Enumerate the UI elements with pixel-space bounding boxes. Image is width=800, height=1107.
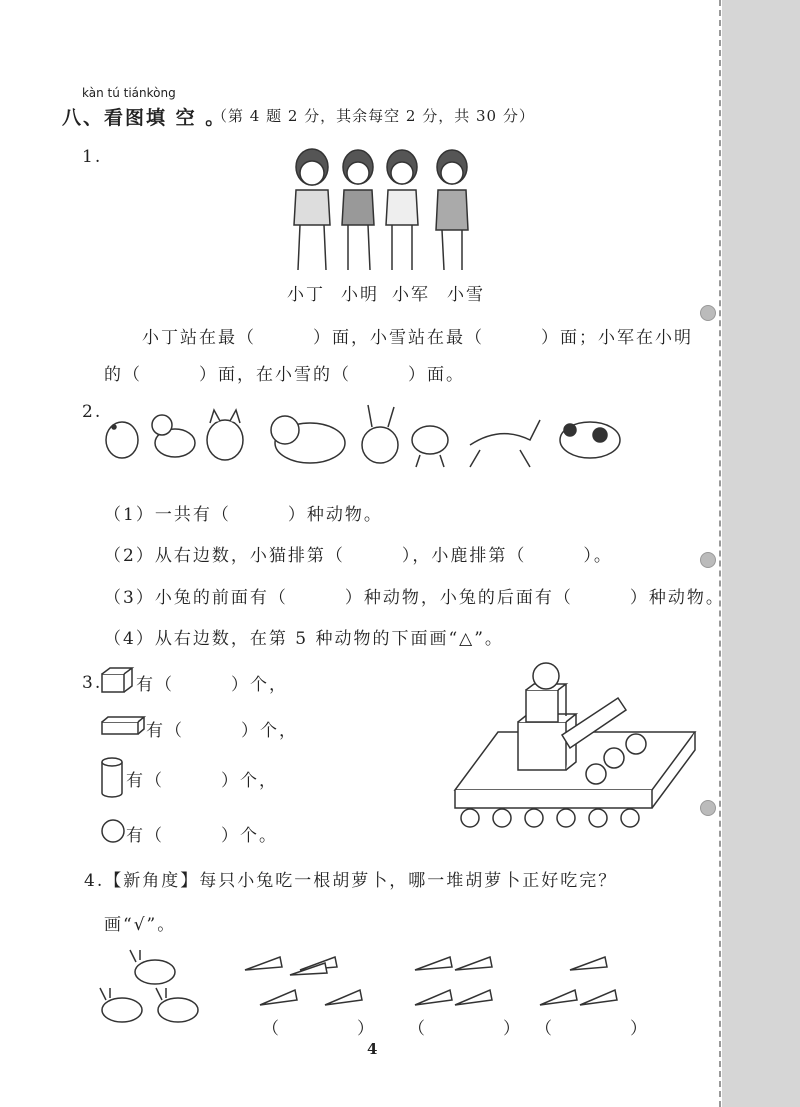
answer-slot[interactable]: （ ）: [262, 1019, 376, 1039]
child-name: 小军: [392, 285, 430, 305]
child-name: 小丁: [287, 285, 325, 305]
question-number: 3.: [82, 673, 103, 693]
rabbits-illustration: [100, 950, 210, 1035]
binding-hole: [700, 800, 716, 816]
count-text: 有（ ）个，: [146, 721, 298, 741]
question-number: 2.: [82, 402, 103, 422]
cut-line: [719, 0, 721, 1107]
carrot-pile: [240, 945, 370, 1015]
carrot-pile: [410, 945, 500, 1015]
question-text: 4.【新角度】每只小兔吃一根胡萝卜，哪一堆胡萝卜正好吃完？: [84, 871, 618, 891]
answer-slot[interactable]: （ ）: [535, 1019, 649, 1039]
question-text: 画“√”。: [104, 915, 177, 935]
question-item: （4）从右边数，在第 5 种动物的下面画“△”。: [104, 629, 504, 649]
page-number: 4: [367, 1040, 380, 1058]
carrot-pile: [535, 945, 615, 1015]
binding-hole: [700, 305, 716, 321]
count-text: 有（ ）个，: [126, 771, 278, 791]
tank-illustration: [450, 660, 698, 830]
question-number: 1.: [82, 147, 103, 167]
question-text: 小丁站在最（ ）面，小雪站在最（ ）面；小军在小明: [142, 328, 693, 348]
count-text: 有（ ）个。: [126, 826, 278, 846]
question-item: （3）小兔的前面有（ ）种动物，小兔的后面有（ ）种动物。: [104, 588, 725, 608]
answer-slot[interactable]: （ ）: [408, 1019, 522, 1039]
section-title: 八、看图填 空 。: [62, 107, 227, 129]
binding-margin: [722, 0, 800, 1107]
question-text: 的（ ）面，在小雪的（ ）面。: [104, 365, 465, 385]
question-item: （2）从右边数，小猫排第（ ），小鹿排第（ ）。: [104, 546, 613, 566]
binding-hole: [700, 552, 716, 568]
cuboid-icon: [100, 716, 148, 736]
title-pinyin: kàn tú tiánkòng: [82, 86, 176, 100]
score-note: （第 4 题 2 分，其余每空 2 分，共 30 分）: [212, 107, 535, 125]
sphere-icon: [100, 818, 126, 844]
children-illustration: [280, 145, 490, 275]
count-text: 有（ ）个，: [136, 675, 288, 695]
question-item: （1）一共有（ ）种动物。: [104, 505, 383, 525]
child-name: 小明: [341, 285, 379, 305]
child-name: 小雪: [447, 285, 485, 305]
animals-illustration: [100, 405, 620, 470]
cube-icon: [100, 666, 136, 694]
cylinder-icon: [100, 757, 126, 799]
